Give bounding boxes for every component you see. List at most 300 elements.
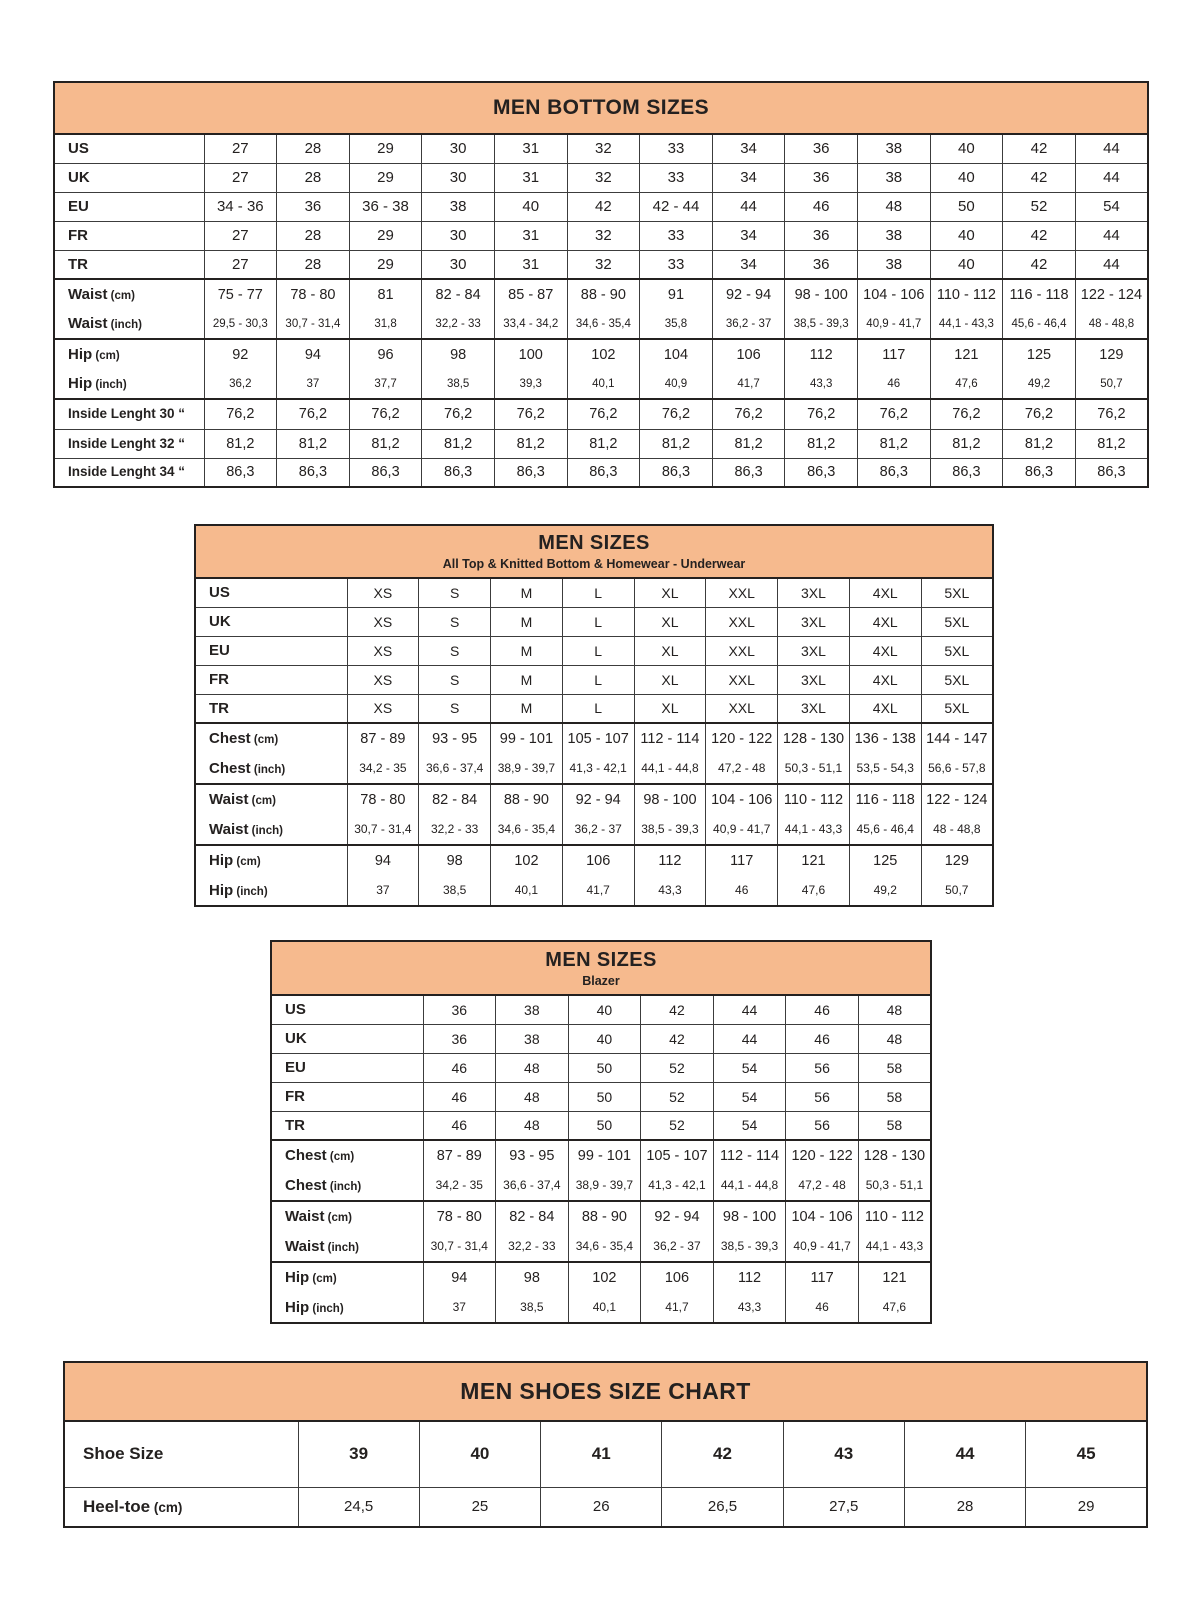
table-cell: 44,1 - 44,8: [713, 1171, 786, 1202]
table-cell: 86,3: [930, 458, 1003, 487]
row-label-text: EU: [68, 198, 89, 215]
table-cell: 54: [1075, 192, 1148, 221]
table-cell: 38,5: [422, 369, 495, 399]
table-cell: XS: [347, 694, 419, 723]
table-cell: 98: [419, 845, 491, 876]
table-cell: 50: [930, 192, 1003, 221]
row-label: [54, 309, 204, 339]
table-cell: 3XL: [778, 694, 850, 723]
table-cell: 49,2: [1003, 369, 1076, 399]
table-row: [54, 134, 1148, 163]
table-cell: 24,5: [298, 1487, 419, 1527]
row-label-unit: (cm): [150, 1499, 183, 1515]
row-label-text: Hip: [68, 346, 93, 363]
row-label-text: Inside Lenght 34 “: [68, 464, 186, 480]
table-cell: L: [562, 636, 634, 665]
row-label-text: TR: [285, 1116, 305, 1134]
table-cell: 92 - 94: [562, 784, 634, 815]
table-row: [195, 694, 993, 723]
table-cell: 30,7 - 31,4: [347, 815, 419, 846]
table-cell: XS: [347, 578, 419, 607]
table-row: [54, 250, 1148, 279]
table-cell: 27: [204, 221, 277, 250]
table-cell: 5XL: [921, 665, 993, 694]
table-cell: 48: [496, 1111, 569, 1140]
row-label-text: EU: [285, 1059, 306, 1076]
table-row: [54, 309, 1148, 339]
table-cell: 47,2 - 48: [706, 754, 778, 785]
table-cell: 48: [496, 1053, 569, 1082]
table-cell: 35,8: [640, 309, 713, 339]
table-cell: 28: [277, 134, 350, 163]
table-cell: 102: [491, 845, 563, 876]
table-cell: 56,6 - 57,8: [921, 754, 993, 785]
table-title: MEN SIZES: [545, 948, 657, 971]
row-label: [195, 754, 347, 785]
table-cell: 38: [857, 134, 930, 163]
table-cell: 50: [568, 1111, 641, 1140]
row-label: [271, 1262, 423, 1293]
row-label: [54, 458, 204, 487]
table-cell: 27: [204, 134, 277, 163]
table-cell: 50: [568, 1082, 641, 1111]
row-label-text: Waist: [68, 286, 108, 303]
table-cell: XL: [634, 694, 706, 723]
table-cell: 76,2: [1003, 399, 1076, 429]
table-cell: 38,5 - 39,3: [713, 1232, 786, 1263]
table-row: [195, 723, 993, 754]
table-row: [271, 1232, 931, 1263]
table-cell: 104 - 106: [786, 1201, 859, 1232]
table-cell: XXL: [706, 607, 778, 636]
table-cell: 102: [567, 339, 640, 369]
row-label-text: Hip: [68, 375, 93, 392]
table-cell: 52: [641, 1082, 714, 1111]
row-label-text: TR: [68, 255, 88, 273]
row-label-text: Waist: [209, 791, 249, 809]
table-cell: 46: [857, 369, 930, 399]
table-row: [54, 163, 1148, 192]
table-cell: 41,3 - 42,1: [562, 754, 634, 785]
table-cell: 86,3: [494, 458, 567, 487]
table-cell: 40: [930, 221, 1003, 250]
table-cell: 46: [786, 1024, 859, 1053]
table-cell: 94: [277, 339, 350, 369]
table-cell: 100: [494, 339, 567, 369]
table-cell: 112: [785, 339, 858, 369]
row-label: [271, 1053, 423, 1082]
table-cell: 34,6 - 35,4: [491, 815, 563, 846]
table-cell: 37: [277, 369, 350, 399]
table-cell: 58: [858, 1111, 931, 1140]
table-cell: 96: [349, 339, 422, 369]
table-cell: XXL: [706, 694, 778, 723]
row-label-unit: (inch): [233, 885, 268, 898]
table-cell: 33: [640, 250, 713, 279]
table-cell: 44,1 - 43,3: [858, 1232, 931, 1263]
table-cell: 76,2: [1075, 399, 1148, 429]
table-cell: 36 - 38: [349, 192, 422, 221]
row-label-unit: (cm): [233, 856, 261, 869]
table-row: [54, 369, 1148, 399]
table-header-row: [54, 82, 1148, 134]
table-cell: 81,2: [349, 429, 422, 458]
table-title: MEN BOTTOM SIZES: [492, 96, 710, 119]
row-label-text: Waist: [68, 315, 108, 332]
table-cell: 38: [857, 250, 930, 279]
table-cell: 31: [494, 221, 567, 250]
row-label: [195, 723, 347, 754]
table-cell: 81,2: [494, 429, 567, 458]
table-cell: 87 - 89: [347, 723, 419, 754]
table-cell: 44: [713, 995, 786, 1024]
table-cell: 121: [858, 1262, 931, 1293]
table-cell: 38,9 - 39,7: [568, 1171, 641, 1202]
table-row: [54, 399, 1148, 429]
table-cell: 40: [494, 192, 567, 221]
table-cell: 128 - 130: [778, 723, 850, 754]
table-cell: 36,2 - 37: [712, 309, 785, 339]
table-cell: 116 - 118: [1003, 279, 1076, 309]
table-cell: 33: [640, 221, 713, 250]
table-cell: 38: [422, 192, 495, 221]
table-row: [271, 1171, 931, 1202]
table-cell: 98: [496, 1262, 569, 1293]
table-cell: 29,5 - 30,3: [204, 309, 277, 339]
table-cell: 42: [567, 192, 640, 221]
table-cell: 128 - 130: [858, 1140, 931, 1171]
table-cell: 86,3: [1003, 458, 1076, 487]
table-cell: XXL: [706, 578, 778, 607]
row-label-unit: (inch): [326, 1180, 362, 1193]
row-label-text: TR: [209, 699, 229, 717]
table-cell: 44: [1075, 250, 1148, 279]
table-cell: 129: [1075, 339, 1148, 369]
table-cell: 104: [640, 339, 713, 369]
table-subtitle: Blazer: [582, 973, 620, 988]
table-cell: 117: [786, 1262, 859, 1293]
table-cell: M: [491, 578, 563, 607]
row-label-text: FR: [285, 1088, 305, 1105]
table-cell: 40: [930, 134, 1003, 163]
table-cell: 54: [713, 1053, 786, 1082]
table-cell: L: [562, 665, 634, 694]
table-cell: 34: [712, 221, 785, 250]
table-row: [54, 192, 1148, 221]
table-cell: 40,1: [567, 369, 640, 399]
table-cell: 29: [349, 134, 422, 163]
table-cell: 99 - 101: [491, 723, 563, 754]
table-cell: 32,2 - 33: [422, 309, 495, 339]
table-cell: 4XL: [849, 665, 921, 694]
table-cell: 44: [712, 192, 785, 221]
men-bottom-sizes-section: [53, 81, 1149, 488]
table-cell: S: [419, 607, 491, 636]
table-cell: 31,8: [349, 309, 422, 339]
table-cell: 5XL: [921, 607, 993, 636]
table-cell: 81,2: [640, 429, 713, 458]
table-cell: 86,3: [277, 458, 350, 487]
table-cell: 44,1 - 43,3: [778, 815, 850, 846]
table-cell: 49,2: [849, 876, 921, 907]
table-header-row: [64, 1362, 1147, 1421]
table-cell: 38: [496, 995, 569, 1024]
table-cell: 94: [423, 1262, 496, 1293]
table-cell: 58: [858, 1082, 931, 1111]
table-cell: 42: [1003, 221, 1076, 250]
table-row: [195, 636, 993, 665]
table-cell: 81,2: [785, 429, 858, 458]
table-cell: 76,2: [712, 399, 785, 429]
table-cell: 81,2: [567, 429, 640, 458]
row-label: [271, 1024, 423, 1053]
table-cell: 117: [857, 339, 930, 369]
table-cell: XS: [347, 607, 419, 636]
men-shoes-size-chart-table: [63, 1361, 1148, 1528]
row-label-text: Hip: [285, 1298, 310, 1316]
row-label-text: FR: [209, 671, 229, 688]
row-label-text: Chest: [209, 730, 251, 748]
table-cell: 5XL: [921, 636, 993, 665]
men-bottom-sizes-table: [53, 81, 1149, 488]
table-cell: XL: [634, 578, 706, 607]
table-cell: 50,7: [1075, 369, 1148, 399]
table-cell: 110 - 112: [858, 1201, 931, 1232]
table-cell: 33: [640, 134, 713, 163]
table-cell: 44: [1075, 221, 1148, 250]
row-label: [54, 192, 204, 221]
table-cell: 93 - 95: [419, 723, 491, 754]
table-cell: 47,6: [858, 1293, 931, 1324]
table-cell: 106: [712, 339, 785, 369]
row-label-text: US: [285, 1001, 306, 1019]
row-label-unit: (inch): [324, 1241, 359, 1254]
table-cell: 26: [541, 1487, 662, 1527]
table-cell: 40,9 - 41,7: [786, 1232, 859, 1263]
table-cell: 122 - 124: [1075, 279, 1148, 309]
row-label: [271, 1293, 423, 1324]
table-cell: 48: [858, 995, 931, 1024]
table-cell: 44: [904, 1421, 1025, 1487]
table-cell: 34: [712, 134, 785, 163]
row-label: [64, 1421, 298, 1487]
table-cell: 94: [347, 845, 419, 876]
row-label-text: Hip: [209, 881, 234, 899]
table-cell: 47,2 - 48: [786, 1171, 859, 1202]
table-cell: 98 - 100: [634, 784, 706, 815]
table-cell: 53,5 - 54,3: [849, 754, 921, 785]
table-cell: M: [491, 607, 563, 636]
row-label-text: Chest: [285, 1147, 327, 1165]
row-label-text: Inside Lenght 30 “: [68, 406, 186, 422]
table-cell: 40,9 - 41,7: [706, 815, 778, 846]
table-title: MEN SHOES SIZE CHART: [460, 1378, 751, 1404]
table-cell: 32: [567, 221, 640, 250]
row-label-unit: (cm): [248, 795, 276, 808]
row-label-text: Chest: [209, 759, 251, 777]
table-cell: 30: [422, 134, 495, 163]
table-cell: 40,9: [640, 369, 713, 399]
row-label: [195, 636, 347, 665]
table-cell: 76,2: [930, 399, 1003, 429]
men-sizes-blazer-table: [270, 940, 932, 1324]
table-cell: 46: [785, 192, 858, 221]
table-cell: 30: [422, 250, 495, 279]
table-cell: 38: [857, 163, 930, 192]
table-cell: 26,5: [662, 1487, 783, 1527]
table-cell: 42: [662, 1421, 783, 1487]
table-cell: 5XL: [921, 578, 993, 607]
table-cell: 4XL: [849, 607, 921, 636]
table-cell: 78 - 80: [347, 784, 419, 815]
table-cell: 86,3: [204, 458, 277, 487]
table-cell: 34,2 - 35: [347, 754, 419, 785]
table-cell: 98 - 100: [713, 1201, 786, 1232]
table-cell: 30,7 - 31,4: [423, 1232, 496, 1263]
table-cell: 31: [494, 250, 567, 279]
table-cell: 76,2: [422, 399, 495, 429]
table-row: [195, 784, 993, 815]
table-cell: 40: [568, 995, 641, 1024]
table-row: [195, 815, 993, 846]
table-cell: L: [562, 578, 634, 607]
table-row: [54, 429, 1148, 458]
table-cell: 88 - 90: [491, 784, 563, 815]
row-label-text: FR: [68, 227, 88, 244]
table-cell: 50,3 - 51,1: [858, 1171, 931, 1202]
row-label: [54, 250, 204, 279]
row-label-unit: (cm): [324, 1212, 352, 1225]
table-cell: 44: [713, 1024, 786, 1053]
table-cell: 34: [712, 163, 785, 192]
table-cell: 86,3: [349, 458, 422, 487]
row-label-unit: (inch): [92, 379, 127, 391]
table-cell: M: [491, 665, 563, 694]
table-cell: 76,2: [567, 399, 640, 429]
row-label: [195, 784, 347, 815]
table-cell: M: [491, 694, 563, 723]
table-cell: 81: [349, 279, 422, 309]
table-cell: 48: [496, 1082, 569, 1111]
table-cell: 110 - 112: [930, 279, 1003, 309]
table-cell: 36: [423, 995, 496, 1024]
table-cell: 46: [423, 1053, 496, 1082]
table-cell: 5XL: [921, 694, 993, 723]
row-label-unit: (inch): [309, 1302, 344, 1315]
row-label: [195, 845, 347, 876]
row-label: [54, 279, 204, 309]
row-label-text: UK: [285, 1030, 307, 1047]
table-cell: 44,1 - 44,8: [634, 754, 706, 785]
row-label: [271, 1140, 423, 1171]
table-cell: 45,6 - 46,4: [1003, 309, 1076, 339]
row-label: [195, 876, 347, 907]
table-cell: 29: [1026, 1487, 1147, 1527]
table-row: [195, 876, 993, 907]
table-cell: 45,6 - 46,4: [849, 815, 921, 846]
table-row: [271, 1201, 931, 1232]
table-cell: 41,7: [641, 1293, 714, 1324]
row-label-unit: (inch): [248, 824, 283, 837]
table-cell: 30: [422, 221, 495, 250]
table-cell: 45: [1026, 1421, 1147, 1487]
table-cell: 91: [640, 279, 713, 309]
table-cell: 81,2: [930, 429, 1003, 458]
table-cell: 40,1: [568, 1293, 641, 1324]
table-cell: 4XL: [849, 694, 921, 723]
row-label-unit: (inch): [107, 319, 142, 331]
table-cell: 36: [785, 221, 858, 250]
table-header: [64, 1362, 1147, 1421]
row-label-text: US: [68, 140, 89, 158]
table-cell: 38,5 - 39,3: [785, 309, 858, 339]
row-label-text: UK: [68, 169, 90, 186]
table-cell: 3XL: [778, 636, 850, 665]
table-cell: 46: [786, 1293, 859, 1324]
table-cell: 121: [778, 845, 850, 876]
table-cell: 52: [641, 1111, 714, 1140]
table-row: [195, 754, 993, 785]
row-label: [271, 1111, 423, 1140]
table-cell: 28: [277, 163, 350, 192]
table-cell: 46: [423, 1082, 496, 1111]
table-cell: 50,7: [921, 876, 993, 907]
table-cell: 36: [277, 192, 350, 221]
table-cell: 4XL: [849, 578, 921, 607]
table-cell: 4XL: [849, 636, 921, 665]
table-cell: 56: [786, 1082, 859, 1111]
table-cell: 125: [849, 845, 921, 876]
table-cell: XL: [634, 607, 706, 636]
table-cell: 56: [786, 1053, 859, 1082]
table-cell: 33: [640, 163, 713, 192]
table-cell: 44: [1075, 163, 1148, 192]
table-row: [195, 578, 993, 607]
table-cell: 86,3: [1075, 458, 1148, 487]
table-cell: 110 - 112: [778, 784, 850, 815]
row-label: [54, 221, 204, 250]
row-label: [54, 339, 204, 369]
table-row: [271, 1262, 931, 1293]
table-cell: 3XL: [778, 578, 850, 607]
table-cell: 56: [786, 1111, 859, 1140]
table-cell: 88 - 90: [567, 279, 640, 309]
table-cell: 120 - 122: [706, 723, 778, 754]
table-cell: 37,7: [349, 369, 422, 399]
table-cell: M: [491, 636, 563, 665]
table-cell: 38,9 - 39,7: [491, 754, 563, 785]
table-cell: 43,3: [713, 1293, 786, 1324]
table-cell: 82 - 84: [496, 1201, 569, 1232]
table-cell: 27: [204, 250, 277, 279]
table-cell: 39,3: [494, 369, 567, 399]
table-cell: 76,2: [857, 399, 930, 429]
row-label-text: Hip: [209, 852, 234, 870]
table-cell: 34,2 - 35: [423, 1171, 496, 1202]
table-cell: 41,3 - 42,1: [641, 1171, 714, 1202]
table-cell: 32: [567, 250, 640, 279]
table-cell: 30: [422, 163, 495, 192]
table-header-row: [195, 525, 993, 578]
row-label: [54, 429, 204, 458]
table-cell: 121: [930, 339, 1003, 369]
table-header-row: [271, 941, 931, 995]
table-cell: 43: [783, 1421, 904, 1487]
table-cell: 38: [496, 1024, 569, 1053]
table-cell: 28: [904, 1487, 1025, 1527]
row-label-text: Heel-toe: [83, 1496, 151, 1516]
table-cell: 40,9 - 41,7: [857, 309, 930, 339]
